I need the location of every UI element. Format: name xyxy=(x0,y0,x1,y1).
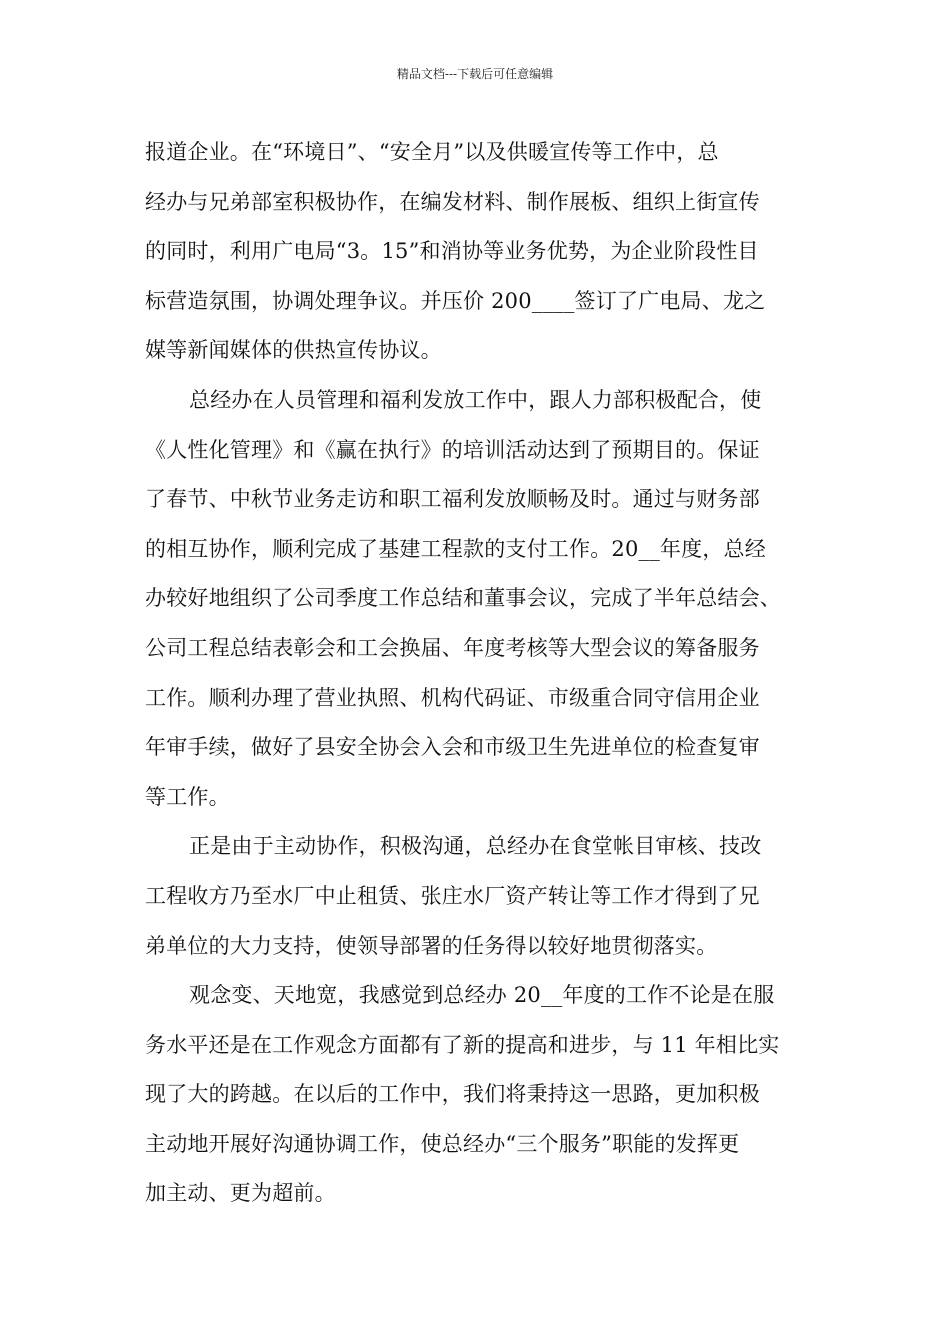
text-line: 报道企业。在“环境日”、“安全月”以及供暖宣传等工作中，总 xyxy=(145,140,719,164)
text-line: 正是由于主动协作，积极沟通，总经办在食堂帐目审核、技改 xyxy=(189,834,762,859)
paragraph xyxy=(145,128,810,376)
text-line: 年审手续，做好了县安全协会入会和市级卫生先进单位的检查复审 xyxy=(145,735,760,760)
text-line: 总经办在人员管理和福利发放工作中，跟人力部积极配合，使 xyxy=(189,387,762,412)
text-line: 的相互协作，顺利完成了基建工程款的支付工作。20__年度，总经 xyxy=(145,536,766,561)
text-line: 《人性化管理》和《赢在执行》的培训活动达到了预期目的。保证 xyxy=(145,437,760,462)
text-line: 弟单位的大力支持，使领导部署的任务得以较好地贯彻落实。 xyxy=(145,933,718,958)
paragraph xyxy=(145,822,810,971)
text-line: 务水平还是在工作观念方面都有了新的提高和进步，与 11 年相比实 xyxy=(145,1032,780,1057)
text-line: 现了大的跨越。在以后的工作中，我们将秉持这一思路，更加积极 xyxy=(145,1082,760,1107)
text-line: 媒等新闻媒体的供热宣传协议。 xyxy=(145,338,442,363)
text-line: 了春节、中秋节业务走访和职工福利发放顺畅及时。通过与财务部 xyxy=(145,487,760,512)
text-line: 办较好地组织了公司季度工作总结和董事会议，完成了半年总结会、 xyxy=(145,586,781,611)
paragraph xyxy=(145,971,810,1219)
text-line: 加主动、更为超前。 xyxy=(145,1181,336,1206)
document-body xyxy=(145,128,810,1219)
text-line: 观念变、天地宽，我感觉到总经办 20__年度的工作不论是在服 xyxy=(189,983,775,1008)
text-line: 工作。顺利办理了营业执照、机构代码证、市级重合同守信用企业 xyxy=(145,685,760,710)
text-line: 经办与兄弟部室积极协作，在编发材料、制作展板、组织上街宣传 xyxy=(145,189,760,214)
page-header: 精品文档---下载后可任意编辑 xyxy=(396,67,554,81)
text-line: 工程收方乃至水厂中止租赁、张庄水厂资产转让等工作才得到了兄 xyxy=(145,883,760,908)
text-line: 的同时，利用广电局“3。15”和消协等业务优势，为企业阶段性目 xyxy=(145,239,759,264)
text-line: 等工作。 xyxy=(145,784,230,809)
text-line: 公司工程总结表彰会和工会换届、年度考核等大型会议的筹备服务 xyxy=(145,635,760,660)
text-line: 标营造氛围，协调处理争议。并压价 200____签订了广电局、龙之 xyxy=(145,288,766,313)
text-line: 主动地开展好沟通协调工作，使总经办“三个服务”职能的发挥更 xyxy=(145,1131,740,1156)
paragraph xyxy=(145,376,810,822)
